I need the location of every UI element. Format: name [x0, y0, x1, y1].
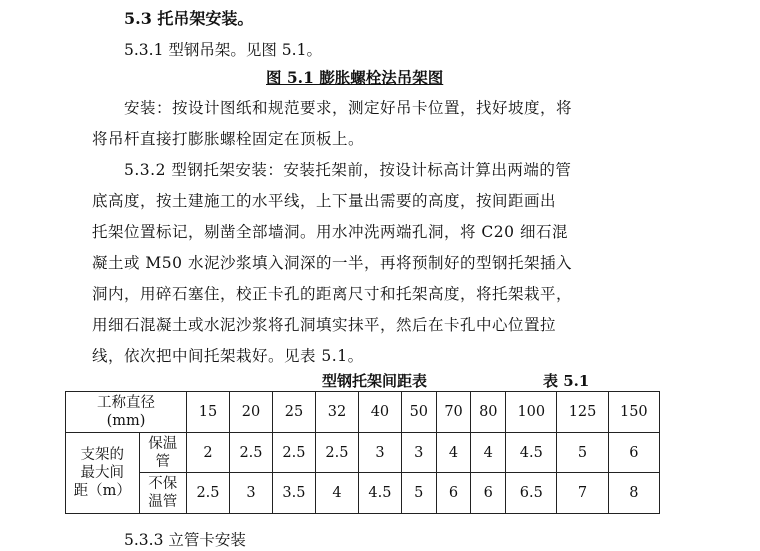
diameter-cell: 80 — [471, 392, 506, 433]
bracket-spacing-table — [65, 391, 660, 514]
header-label-line2: (mm) — [106, 413, 146, 429]
value-cell: 4.5 — [506, 433, 557, 473]
value-cell: 2.5 — [315, 433, 358, 473]
para2-line-3: 托架位置标记，剔凿全部墙洞。用水冲洗两端孔洞，将 C20 细石混 — [92, 223, 568, 241]
value-cell: 4 — [315, 473, 358, 514]
para1-line-1: 安装：按设计图纸和规范要求，测定好吊卡位置，找好坡度，将 — [124, 99, 573, 117]
value-cell: 2.5 — [272, 433, 315, 473]
diameter-cell: 32 — [315, 392, 358, 433]
para2-line-5: 洞内，用碎石塞住，校正卡孔的距离尺寸和托架高度，将托架栽平， — [92, 285, 573, 303]
row-group-label-line1: 支架的 — [80, 447, 125, 463]
para2-line-7: 线，依次把中间托架栽好。见表 5.1。 — [92, 347, 364, 365]
diameter-cell: 50 — [401, 392, 436, 433]
value-cell: 2 — [187, 433, 230, 473]
value-cell: 7 — [557, 473, 608, 514]
subsection-531: 5.3.1 型钢吊架。见图 5.1。 — [124, 41, 322, 59]
diameter-cell: 40 — [358, 392, 401, 433]
subsection-533: 5.3.3 立管卡安装 — [124, 531, 246, 549]
para1-line-2: 将吊杆直接打膨胀螺栓固定在顶板上。 — [92, 130, 365, 148]
row-group-label-line3: 距（m） — [73, 483, 131, 499]
header-label-cell — [66, 392, 187, 433]
value-cell: 5 — [401, 473, 436, 514]
value-cell: 5 — [557, 433, 608, 473]
table-caption: 型钢托架间距表 — [322, 372, 428, 390]
value-cell: 8 — [608, 473, 659, 514]
row-group-label-cell — [66, 433, 140, 514]
table-number: 表 5.1 — [543, 372, 590, 390]
row-group-label-line2: 最大间 — [80, 465, 125, 481]
diameter-cell: 100 — [506, 392, 557, 433]
table-row — [66, 433, 660, 473]
row-label-insulated — [139, 433, 186, 473]
value-cell: 6 — [608, 433, 659, 473]
row-label-line2: 温管 — [148, 494, 178, 510]
para2-line-6: 用细石混凝土或水泥沙浆将孔洞填实抹平，然后在卡孔中心位置拉 — [92, 316, 557, 334]
header-label-line1: 工称直径 — [97, 395, 155, 411]
value-cell: 2.5 — [229, 433, 272, 473]
row-label-line2: 管 — [155, 453, 171, 470]
diameter-cell: 15 — [187, 392, 230, 433]
value-cell: 2.5 — [187, 473, 230, 514]
value-cell: 3 — [229, 473, 272, 514]
figure-caption: 图 5.1 膨胀螺栓法吊架图 — [266, 68, 444, 87]
diameter-cell: 125 — [557, 392, 608, 433]
para2-line-4: 凝土或 M50 水泥沙浆填入洞深的一半，再将预制好的型钢托架插入 — [92, 254, 572, 272]
row-label-line1: 不保 — [148, 476, 178, 492]
value-cell: 6 — [436, 473, 471, 514]
row-label-uninsulated — [139, 473, 186, 514]
value-cell: 4 — [436, 433, 471, 473]
table-header-row — [66, 392, 660, 433]
value-cell: 4.5 — [358, 473, 401, 514]
value-cell: 6.5 — [506, 473, 557, 514]
value-cell: 4 — [471, 433, 506, 473]
row-label-line1: 保温 — [148, 435, 178, 452]
diameter-cell: 70 — [436, 392, 471, 433]
value-cell: 3.5 — [272, 473, 315, 514]
section-heading: 5.3 托吊架安装。 — [124, 9, 254, 28]
diameter-cell: 20 — [229, 392, 272, 433]
value-cell: 3 — [401, 433, 436, 473]
para2-line-1: 5.3.2 型钢托架安装：安装托架前，按设计标高计算出两端的管 — [124, 161, 572, 179]
para2-line-2: 底高度，按土建施工的水平线，上下量出需要的高度，按间距画出 — [92, 192, 557, 210]
diameter-cell: 25 — [272, 392, 315, 433]
table-row — [66, 473, 660, 514]
value-cell: 6 — [471, 473, 506, 514]
value-cell: 3 — [358, 433, 401, 473]
diameter-cell: 150 — [608, 392, 659, 433]
